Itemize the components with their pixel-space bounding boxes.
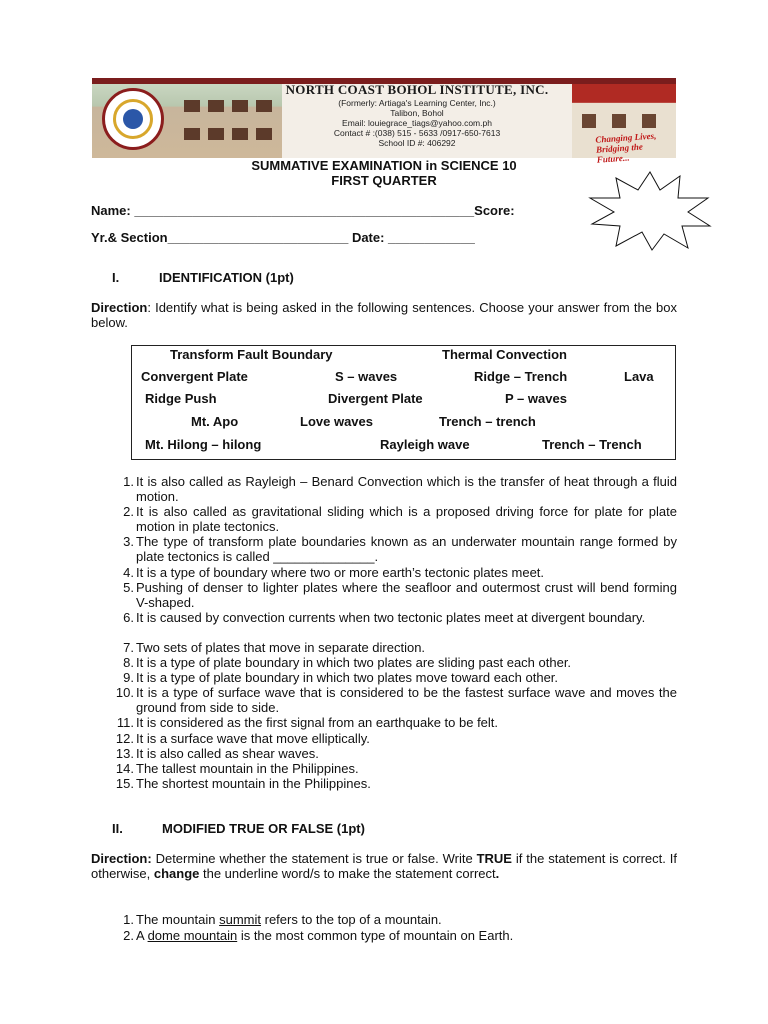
underlined-term: dome mountain (147, 928, 238, 943)
slogan-line-1: Changing Lives, (595, 130, 657, 145)
choice-word: S – waves (335, 369, 398, 384)
school-name: NORTH COAST BOHOL INSTITUTE, INC. (285, 82, 549, 97)
part1-heading: IDENTIFICATION (1pt) (159, 270, 294, 285)
school-info (267, 82, 567, 148)
question-item (112, 580, 677, 610)
text-segment: refers to the top of a mountain. (261, 912, 442, 927)
text-segment: The mountain (136, 912, 220, 927)
choice-word: Trench – trench (439, 414, 536, 429)
question-number: 10. (115, 685, 134, 700)
text-segment: A (136, 928, 148, 943)
school-address: Talibon, Bohol (390, 108, 444, 118)
question-item (112, 670, 677, 685)
question-item (112, 912, 677, 927)
question-number: 12. (115, 731, 134, 746)
question-text: Two sets of plates that move in separate direction. (136, 640, 426, 655)
text-segment: is the most common type of mountain on Earth. (237, 928, 514, 943)
choice-word: Convergent Plate (141, 369, 248, 384)
choice-word: P – waves (505, 391, 567, 406)
section-date-field[interactable]: Yr.& Section_________________________ Date: ____________ (91, 230, 475, 245)
question-item (112, 776, 677, 791)
underlined-term: summit (219, 912, 261, 927)
question-text: It is caused by convection currents when two tectonic plates meet at divergent boundary. (136, 610, 646, 625)
direction-text: the underline word/s to make the statement correct (199, 866, 496, 881)
choice-word: Ridge – Trench (474, 369, 568, 384)
question-text: It is a type of plate boundary in which two plates move toward each other. (136, 670, 559, 685)
question-item (112, 504, 677, 534)
question-number: 4. (123, 565, 134, 580)
question-item (112, 655, 677, 670)
direction-change-word: change (153, 866, 200, 881)
question-number: 7. (123, 640, 134, 655)
question-text: It is also called as shear waves. (136, 746, 319, 761)
question-text: It is also called as gravitational sliding which is a proposed driving force for plate for plate motion in plate tectonics. (136, 504, 677, 534)
choice-word: Mt. Hilong – hilong (145, 437, 262, 452)
answer-choices-box (131, 345, 676, 460)
question-text: The type of transform plate boundaries known as an underwater mountain range formed by plate tectonics is called ______________. (136, 534, 677, 564)
question-number: 11. (116, 715, 134, 730)
question-number: 1. (123, 912, 134, 927)
question-number: 8. (123, 655, 134, 670)
question-number: 2. (123, 504, 134, 519)
question-text: It is a surface wave that move elliptically. (136, 731, 370, 746)
question-item (112, 565, 677, 580)
part2-numeral: II. (112, 821, 123, 836)
exam-title: SUMMATIVE EXAMINATION in SCIENCE 10 (251, 158, 517, 173)
question-item (112, 715, 677, 730)
direction-true-word: TRUE (476, 851, 512, 866)
score-starburst (588, 170, 712, 252)
choice-word: Transform Fault Boundary (170, 347, 333, 362)
school-formerly: (Formerly: Artiaga's Learning Center, Inc.) (338, 98, 496, 108)
school-header-banner (92, 78, 676, 165)
question-text: The shortest mountain in the Philippines. (136, 776, 371, 791)
question-number: 15. (115, 776, 134, 791)
choice-word: Mt. Apo (191, 414, 239, 429)
question-item (112, 640, 677, 655)
direction-label: Direction (91, 300, 148, 315)
question-number: 2. (123, 928, 134, 943)
part1-numeral: I. (112, 270, 120, 285)
direction-period: . (495, 866, 500, 881)
question-item (112, 685, 677, 715)
school-logo (102, 88, 164, 150)
question-item (112, 610, 677, 640)
part2-heading: MODIFIED TRUE OR FALSE (1pt) (162, 821, 365, 836)
question-text: It is a type of plate boundary in which two plates are sliding past each other. (136, 655, 572, 670)
question-text: It is considered as the first signal from an earthquake to be felt. (136, 715, 499, 730)
question-number: 9. (123, 670, 134, 685)
choice-word: Trench – Trench (542, 437, 642, 452)
question-number: 6. (123, 610, 134, 625)
choice-word: Divergent Plate (328, 391, 423, 406)
question-item (112, 746, 677, 761)
direction-text: if the statement is correct. If otherwise, (91, 851, 677, 881)
direction-label: Direction: (91, 851, 152, 866)
question-number: 13. (115, 746, 134, 761)
question-text: Pushing of denser to lighter plates where the seafloor and outermost crust will bend forming V-shaped. (136, 580, 677, 610)
school-id: School ID #: 406292 (378, 138, 456, 148)
part2-direction (91, 851, 677, 881)
question-text: It is a type of boundary where two or more earth’s tectonic plates meet. (136, 565, 545, 580)
choice-word: Rayleigh wave (380, 437, 470, 452)
question-text (136, 912, 677, 927)
school-email: Email: louiegrace_tiags@yahoo.com.ph (342, 118, 492, 128)
slogan-line-2: Bridging the Future... (595, 141, 644, 165)
direction-text: : Identify what is being asked in the following sentences. Choose your answer from the box below. (91, 300, 677, 330)
question-number: 3. (123, 534, 134, 549)
question-number: 5. (123, 580, 134, 595)
name-field[interactable]: Name: _______________________________________________Score: (91, 203, 515, 218)
question-text: The tallest mountain in the Philippines. (136, 761, 359, 776)
choice-word: Ridge Push (145, 391, 217, 406)
question-number: 14. (115, 761, 134, 776)
question-item (112, 474, 677, 504)
question-number: 1. (123, 474, 134, 489)
choice-word: Lava (624, 369, 654, 384)
question-text (136, 928, 677, 943)
choice-word: Thermal Convection (442, 347, 567, 362)
question-text: It is also called as Rayleigh – Benard Convection which is the transfer of heat through a fluid motion. (136, 474, 677, 504)
question-item (112, 928, 677, 943)
part1-direction (91, 300, 677, 330)
question-item (112, 761, 677, 776)
school-contact: Contact # :(038) 515 - 5633 /0917-650-7613 (333, 128, 501, 138)
question-text: It is a type of surface wave that is considered to be the fastest surface wave and moves the ground from side to side. (136, 685, 677, 715)
choice-word: Love waves (300, 414, 373, 429)
exam-subtitle: FIRST QUARTER (331, 173, 437, 188)
direction-text: Determine whether the statement is true or false. Write (151, 851, 477, 866)
question-item (112, 534, 677, 564)
question-item (112, 731, 677, 746)
